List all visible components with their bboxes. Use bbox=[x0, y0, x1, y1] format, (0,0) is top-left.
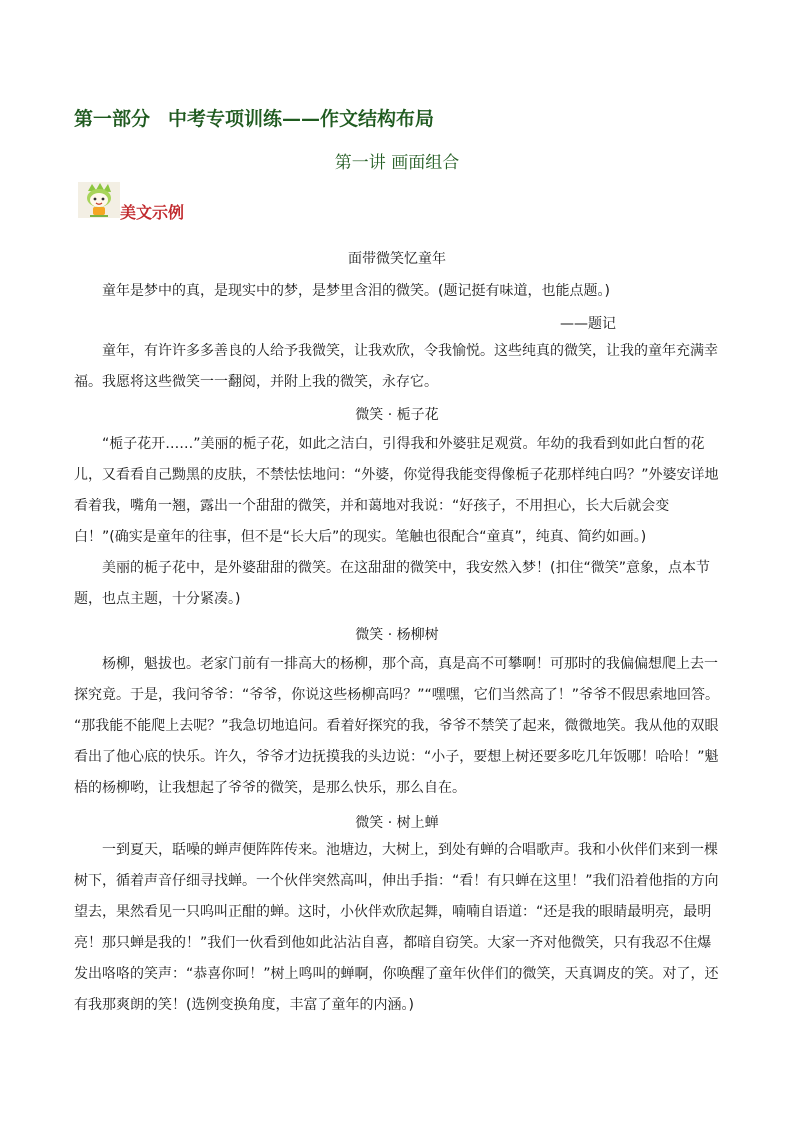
essay-title: 面带微笑忆童年 bbox=[348, 251, 446, 267]
section-title: 微笑 · 树上蝉 bbox=[355, 815, 439, 831]
cartoon-mascot-icon bbox=[78, 182, 120, 218]
lecture-title: 第一讲 画面组合 bbox=[334, 153, 460, 173]
epigraph: 童年是梦中的真，是现实中的梦，是梦里含泪的微笑。(题记挺有味道，也能点题。) bbox=[102, 283, 610, 299]
section-paragraph: 一到夏天，聒噪的蝉声便阵阵传来。池塘边，大树上，到处有蝉的合唱歌声。我和小伙伴们来到一棵树下，循着声音仔细寻找蝉。一个伙伴突然高叫，伸出手指：“看！有只蝉在这里！”我们沿着他指的方向望去，果然看见一只呜叫正酣的蝉。这时，小伙伴欢欣起舞，喃喃自语道：“还是我的眼睛最明亮，最明亮！那只蝉是我的！”我们一伙看到他如此沾沾自喜，都暗自窃笑。大家一齐对他微笑，只有我忍不住爆发出咯咯的笑声：“恭喜你呵！”树上鸣叫的蝉啊，你唤醒了童年伙伴们的微笑，天真调皮的笑。对了，还有我那爽朗的笑！(选例变换角度，丰富了童年的内涵。) bbox=[74, 842, 719, 1013]
part-heading bbox=[74, 104, 434, 131]
part-label: 第一部分 bbox=[74, 108, 151, 130]
example-section-label: 美文示例 bbox=[120, 203, 185, 222]
topic-title: 中考专项训练——作文结构布局 bbox=[168, 108, 435, 130]
section-paragraph: 美丽的栀子花中，是外婆甜甜的微笑。在这甜甜的微笑中，我安然入梦！(扣住“微笑”意象，点本节题，也点主题，十分紧凑。) bbox=[74, 560, 710, 607]
section-title: 微笑 · 栀子花 bbox=[355, 407, 439, 423]
section-paragraph: 杨柳，魁拔也。老家门前有一排高大的杨柳，那个高，真是高不可攀啊！可那时的我偏偏想爬上去一探究竟。于是，我问爷爷：“爷爷，你说这些杨柳高吗？”“嘿嘿，它们当然高了！”爷爷不假思索地回答。 “那我能不能爬上去呢？”我急切地追问。看着好探究的我，爷爷不禁笑了起来，微微地笑。我从他的双眼看出了他心底的快乐。许久，爷爷才边抚摸我的头边说：“小子，要想上树还要多吃几年饭哪！哈哈！”魁梧的杨柳哟，让我想起了爷爷的微笑，是那么快乐，那么自在。 bbox=[74, 656, 720, 796]
section-title: 微笑 · 杨柳树 bbox=[355, 627, 439, 643]
intro-paragraph: 童年，有许许多多善良的人给予我微笑，让我欢欣，令我愉悦。这些纯真的微笑，让我的童年充满幸福。我愿将这些微笑一一翻阅，并附上我的微笑，永存它。 bbox=[74, 343, 718, 390]
epigraph-tag: ——题记 bbox=[560, 316, 616, 332]
section-paragraph: “栀子花开……”美丽的栀子花，如此之洁白，引得我和外婆驻足观赏。年幼的我看到如此白皙的花儿，又看看自己黝黑的皮肤，不禁怯怯地问：“外婆，你觉得我能变得像栀子花那样纯白吗？”外婆安详地看着我，嘴角一翘，露出一个甜甜的微笑，并和蔼地对我说：“好孩子，不用担心，长大后就会变白！”(确实是童年的往事，但不是“长大后”的现实。笔触也很配合“童真”，纯真、简约如画。) bbox=[74, 436, 719, 545]
